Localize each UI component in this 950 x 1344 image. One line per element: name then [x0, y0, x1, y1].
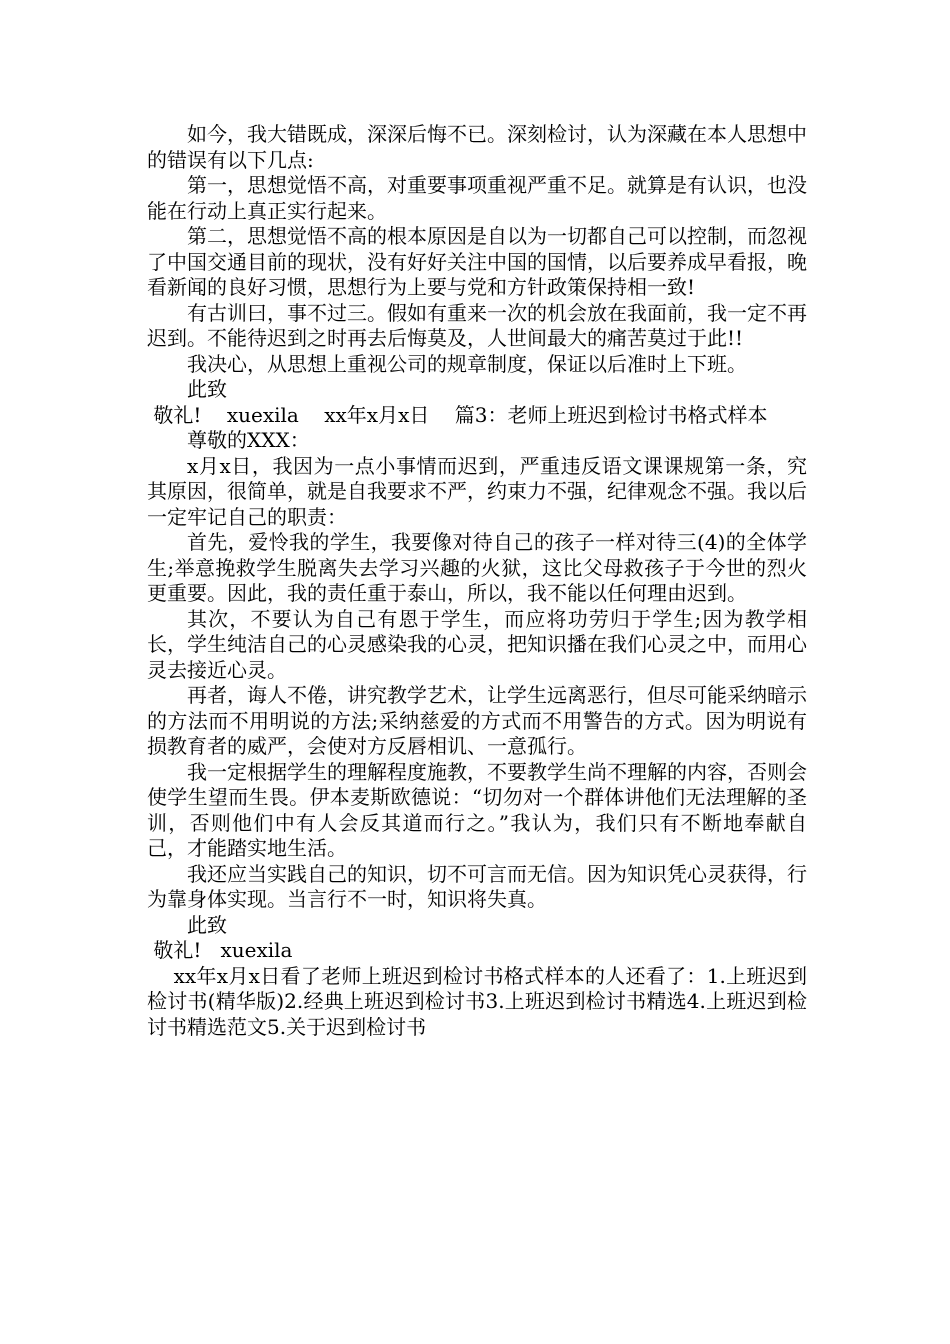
paragraph: 第二，思想觉悟不高的根本原因是自以为一切都自己可以控制，而忽视了中国交通目前的现状，没有好好关注中国的国情，以后要养成早看报，晚看新闻的良好习惯，思想行为上要与党和方针政策保持相一致!: [147, 224, 807, 299]
paragraph: 我一定根据学生的理解程度施教，不要教学生尚不理解的内容，否则会使学生望而生畏。伊本麦斯欧德说：“切勿对一个群体讲他们无法理解的圣训，否则他们中有人会反其道而行之。”我认为，我们只有不断地奉献自己，才能踏实地生活。: [147, 759, 807, 860]
paragraph: x月x日，我因为一点小事情而迟到，严重违反语文课课规第一条，究其原因，很简单，就是自我要求不严，约束力不强，纪律观念不强。我以后一定牢记自己的职责：: [147, 453, 807, 529]
paragraph: 我决心，从思想上重视公司的规章制度，保证以后准时上下班。: [187, 351, 747, 376]
paragraph: 如今，我大错既成，深深后悔不已。深刻检讨，认为深藏在本人思想中的错误有以下几点:: [147, 122, 807, 172]
closing-salutation: 此致: [187, 377, 227, 401]
paragraph: 有古训曰，事不过三。假如有重来一次的机会放在我面前，我一定不再迟到。不能待迟到之时再去后悔莫及，人世间最大的痛苦莫过于此!!: [147, 300, 807, 350]
signature-line: 敬礼! xuexila xx年x月x日 篇3：老师上班迟到检讨书格式样本: [147, 402, 768, 427]
paragraph: 首先，爱怜我的学生，我要像对待自己的孩子一样对待三(4)的全体学生;举意挽救学生脱离失去学习兴趣的火狱，这比父母救孩子于今世的烈火更重要。因此，我的责任重于泰山，所以，我不能以任何理由迟到。: [147, 530, 807, 605]
paragraph: 再者，诲人不倦，讲究教学艺术，让学生远离恶行，但尽可能采纳暗示的方法而不用明说的方法;采纳慈爱的方式而不用警告的方式。因为明说有损教育者的威严，会使对方反唇相讥、一意孤行。: [147, 683, 807, 758]
paragraph: 其次，不要认为自己有恩于学生，而应将功劳归于学生;因为教学相长，学生纯洁自己的心灵感染我的心灵，把知识播在我们心灵之中，而用心灵去接近心灵。: [147, 606, 807, 682]
paragraph: 我还应当实践自己的知识，切不可言而无信。因为知识凭心灵获得，行为靠身体实现。当言行不一时，知识将失真。: [147, 861, 807, 911]
greeting: 尊敬的XXX：: [187, 428, 310, 452]
document-body: [147, 122, 807, 1040]
signature-line: 敬礼! xuexila: [147, 938, 293, 962]
paragraph: 第一，思想觉悟不高，对重要事项重视严重不足。就算是有认识，也没能在行动上真正实行起来。: [147, 173, 807, 223]
closing-salutation: 此致: [187, 912, 227, 937]
related-links: xx年x月x日看了老师上班迟到检讨书格式样本的人还看了：1.上班迟到检讨书(精华版)2.经典上班迟到检讨书3.上班迟到检讨书精选4.上班迟到检讨书精选范文5.关于迟到检讨书: [147, 963, 807, 1039]
